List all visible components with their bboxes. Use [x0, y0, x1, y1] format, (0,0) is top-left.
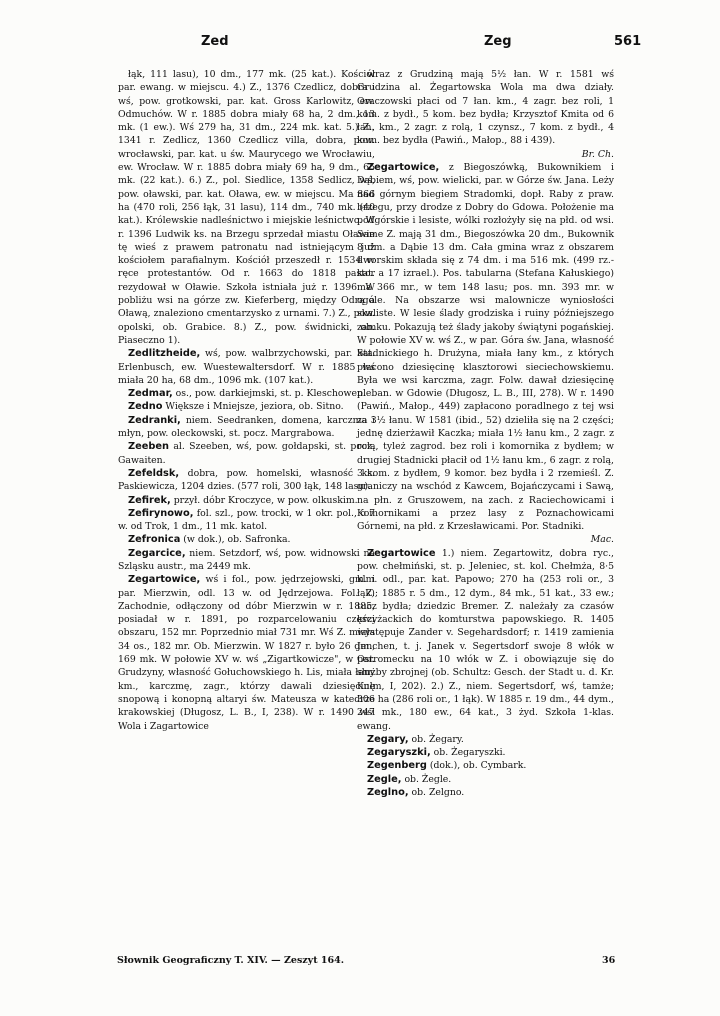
footer-title: Słownik Geograficzny T. XIV. — Zeszyt 164. — [117, 955, 345, 966]
running-head-center: Zeg — [484, 34, 512, 49]
entry-headword: Zefirek, — [128, 494, 171, 506]
entry-text: (dok.), ob. Cymbark. — [426, 760, 527, 772]
entry-headword: Zegaryszki, — [367, 747, 431, 759]
dictionary-entry — [357, 547, 614, 733]
dictionary-entry — [118, 573, 375, 733]
entry-headword: Zefeldsk, — [128, 467, 180, 479]
author-signature: Br. Ch. — [581, 148, 614, 160]
dictionary-entry — [118, 533, 375, 546]
dictionary-entry — [118, 400, 375, 413]
entry-headword: Zegartowice — [367, 547, 436, 559]
dictionary-entry — [357, 773, 614, 786]
entry-headword: Zegary, — [367, 733, 409, 745]
running-head-left: Zed — [201, 34, 229, 49]
right-column — [357, 68, 614, 799]
entry-text: ob. Zelgno. — [408, 787, 465, 799]
entry-text: niem. Seedranken, domena, karczma i młyn, pow. oleckowski, st. pocz. Margrabowa. — [118, 414, 375, 440]
dictionary-entry — [118, 467, 375, 494]
entry-text: ob. Żegle. — [401, 773, 452, 785]
entry-text: dobra, pow. homelski, własność ks. Paskiewicza, 1204 dzies. (577 roli, 300 łąk, 148 lasu). — [118, 467, 375, 493]
entry-text: Większe i Mniejsze, jeziora, ob. Sitno. — [162, 401, 344, 413]
entry-headword: Zedmar, — [128, 388, 173, 400]
entry-headword: Zegartowice, — [367, 162, 440, 174]
author-signature: Mac. — [590, 534, 614, 546]
dictionary-entry — [357, 161, 614, 547]
dictionary-entry — [118, 414, 375, 441]
entry-headword: Zegenberg — [367, 760, 427, 772]
entry-text: al. Szeeben, wś, pow. gołdapski, st. pocz. Gawaiten. — [118, 441, 375, 466]
dictionary-entry — [357, 746, 614, 759]
entry-text: niem. Setzdorf, wś, pow. widnowski na Szląsku austr., ma 2449 mk. — [118, 547, 375, 572]
dictionary-entry — [118, 347, 375, 387]
entry-headword: Zedno — [128, 401, 163, 413]
page-number: 561 — [614, 34, 642, 49]
dictionary-entry — [118, 440, 375, 467]
entry-headword: Zefirynowo, — [128, 507, 194, 519]
dictionary-entry — [118, 68, 375, 347]
entry-headword: Zegle, — [367, 773, 402, 785]
entry-headword: Zeeben — [128, 441, 170, 453]
entry-headword: Zegartowice, — [128, 574, 201, 586]
entry-text: ob. Żegaryszki. — [430, 747, 506, 759]
entry-text: przył. dóbr Kroczyce, w pow. olkuskim. — [170, 494, 358, 506]
entry-text: fol. szl., pow. trocki, w 1 okr. pol., o 7 w. od Trok, 1 dm., 11 mk. katol. — [118, 507, 375, 533]
left-column — [118, 68, 375, 733]
dictionary-entry — [118, 494, 375, 507]
dictionary-entry — [357, 733, 614, 746]
entry-text: wraz z Grudziną mają 5½ łan. W r. 1581 wś Grudzina al. Żegartowska Wola ma dwa działy. Oraczowski płaci od 7 łan. km., 4 zagr. bez roli, 1 kom. z bydł., 5 kom. bez bydła; Krzysztof Kmita od 6 łan. km., 2 zagr. z rolą, 1 czynsz., 7 kom. z bydł., 4 kom. bez bydła (Pawiń., Małop., 88 i 439). — [357, 69, 614, 147]
entry-text: z Biegoszówką, Bukownikiem i Dąbiem, wś, pow. wielicki, par. w Górze św. Jana. Leży nad górnym biegiem Stradomki, dopł. Raby z praw. brzegu, przy drodze z Dobry do Gdowa. Położenie ma podgórskie i lesiste, wólki rozłożyły się na płd. od wsi. Same Z. mają 31 dm., Biegoszówka 20 dm., Bukownik 8 dm. a Dąbie 13 dm. Cała gmina wraz z obszarem dworskim składa się z 74 dm. i ma 516 mk. (499 rz.-kat. a 17 izrael.). Pos. tabularna (Stefana Kałuskiego) ma 366 mr., w tem 148 lasu; pos. mn. 393 mr. w ogóle. Na obszarze wsi malownicze wyniosłości skaliste. W lesie ślady grodziska i ruiny późniejszego zamku. Pokazują też ślady jakoby świątyni pogańskiej. W połowie XV w. wś Z., w par. Góra św. Jana, własność Stadnickiego h. Drużyna, miała łany km., z których płacono dziesięcinę klasztorowi sieciechowskiemu. Była we wsi karczma, zagr. Folw. dawał dziesięcinę pleban. w Gdowie (Długosz, L. B., III, 278). W r. 1490 (Pawiń., Małop., 449) zapłacono poradlnego z tej wsi za 3½ łanu. W 1581 (ibid., 52) dzieliła się na 2 części; jednę dzierżawił Kaczka; miała 1½ łanu km., 2 zagr. z rolą, tyleż zagrod. bez roli i komornika z bydłem; w drugiej Stadnicki płacił od 1½ łanu km., 6 zagr. z rolą, 3 kom. z bydłem, 9 komor. bez bydła i 2 rzemieśl. Z. graniczy na wschód z Kawcem, Bojańczycami i Sawą, na płn. z Gruszowem, na zach. z Raciechowicami i Komornikami a przez lasy z Poznachowicami Górnemi, na płd. z Krzesławicami. Por. Stadniki. — [357, 162, 614, 533]
entry-text: os., pow. darkiejmski, st. p. Kleschowen. — [172, 388, 366, 400]
entry-text: (w dok.), ob. Safronka. — [180, 534, 291, 546]
signature-mark: 36 — [602, 955, 616, 966]
entry-headword: Zefronica — [128, 534, 181, 546]
entry-headword: Zedranki, — [128, 414, 181, 426]
entry-text: wś, pow. walbrzychowski, par. kat. Erlenbusch, ew. Wuestewaltersdorf. W r. 1885 wś miała 20 ha, 68 dm., 1096 mk. (107 kat.). — [118, 348, 375, 386]
entry-headword: Zedlitzheide, — [128, 348, 201, 360]
entry-text: 1.) niem. Zegartowitz, dobra ryc., pow. chełmiński, st. p. Jeleniec, st. kol. Chełmża, 8·5 klm. odl., par. kat. Papowo; 270 ha (253 roli or., 3 łąk); 1885 r. 5 dm., 12 dym., 84 mk., 51 kat., 33 ew.; tucz bydła; dziedzic Bremer. Z. należały za czasów krzyżackich do komturstwa papowskiego. R. 1405 występuje Zander v. Segehardsdorf; r. 1419 zamienia Jenchen, t. j. Janek v. Segertsdorf swoje 8 włók w Ostromecku na 10 włók w Z. i obowiązuje się do służby zbrojnej (ob. Schultz: Gesch. der Stadt u. d. Kr. Kulm, I, 202). 2.) Z., niem. Segertsdorf, wś, tamże; 306 ha (286 roli or., 1 łąk). W 1885 r. 19 dm., 44 dym., 247 mk., 180 ew., 64 kat., 3 żyd. Szkoła 1-klas. ewang. — [357, 547, 614, 732]
entry-text: ob. Żegary. — [408, 733, 464, 745]
dictionary-entry — [357, 68, 614, 161]
entry-headword: Zegarcice, — [128, 547, 186, 559]
entry-headword: Zeglno, — [367, 787, 409, 799]
dictionary-entry — [118, 547, 375, 574]
entry-text: łąk, 111 lasu), 10 dm., 177 mk. (25 kat.). Kościół par. ewang. w miejscu. 4.) Z., 1376 Czedlicz, dobra i wś, pow. grotkowski, par. kat. Gross Karlowitz, ew. Odmuchów. W r. 1885 dobra miały 68 ha, 2 dm., 13 mk. (1 ew.). Wś 279 ha, 31 dm., 224 mk. kat. 5.) Z., 1341 r. Zedlicz, 1360 Czedlicz villa, dobra, pow. wrocławski, par. kat. u św. Maurycego we Wrocławiu, ew. Wrocław. W r. 1885 dobra miały 69 ha, 9 dm., 65 mk. (22 kat.). 6.) Z., pol. Siedlice, 1358 Sedlicz, wś, pow. oławski, par. kat. Oława, ew. w miejscu. Ma 866 ha (470 roli, 256 łąk, 31 lasu), 114 dm., 740 mk. (40 kat.). Królewskie nadleśnictwo i miejskie leśnictwo. W r. 1396 Ludwik ks. na Brzegu sprzedał miastu Oławie tę wieś z prawem patronatu nad istniejącym już kościołem parafialnym. Kościół przeszedł r. 1534 w ręce protestantów. Od r. 1663 do 1818 pastor rezydował w Oławie. Szkoła istniała już r. 1396. W pobliżu wsi na górze zw. Kieferberg, między Odrą a Oławą, znaleziono cmentarzysko z urnami. 7.) Z., pow. opolski, ob. Grabice. 8.) Z., pow. świdnicki, ob. Piaseczno 1). — [118, 69, 375, 346]
dictionary-entry — [357, 786, 614, 799]
entry-text: wś i fol., pow. jędrzejowski, gm. i par. Mierzwin, odl. 13 w. od Jędrzejowa. Fol. Z. Zachodnie, odłączony od dóbr Mierzwin w r. 1885, posiadał w r. 1891, po rozparcelowaniu części obszaru, 152 mr. Poprzednio miał 731 mr. Wś Z. miała 34 os., 182 mr. Ob. Mierzwin. W 1827 r. było 26 dm., 169 mk. W połowie XV w. wś „Zigartkowicze", w par. Grudzyny, własność Gołuchowskiego h. Lis, miała łany km., karczmę, zagr., którzy dawali dziesięcinę snopową i konopną altaryi św. Mateusza w katedrze krakowskiej (Długosz, L. B., I, 238). W r. 1490 wsi Wola i Zagartowice — [118, 574, 375, 732]
dictionary-entry — [118, 507, 375, 534]
dictionary-entry — [118, 387, 375, 400]
dictionary-entry — [357, 759, 614, 772]
